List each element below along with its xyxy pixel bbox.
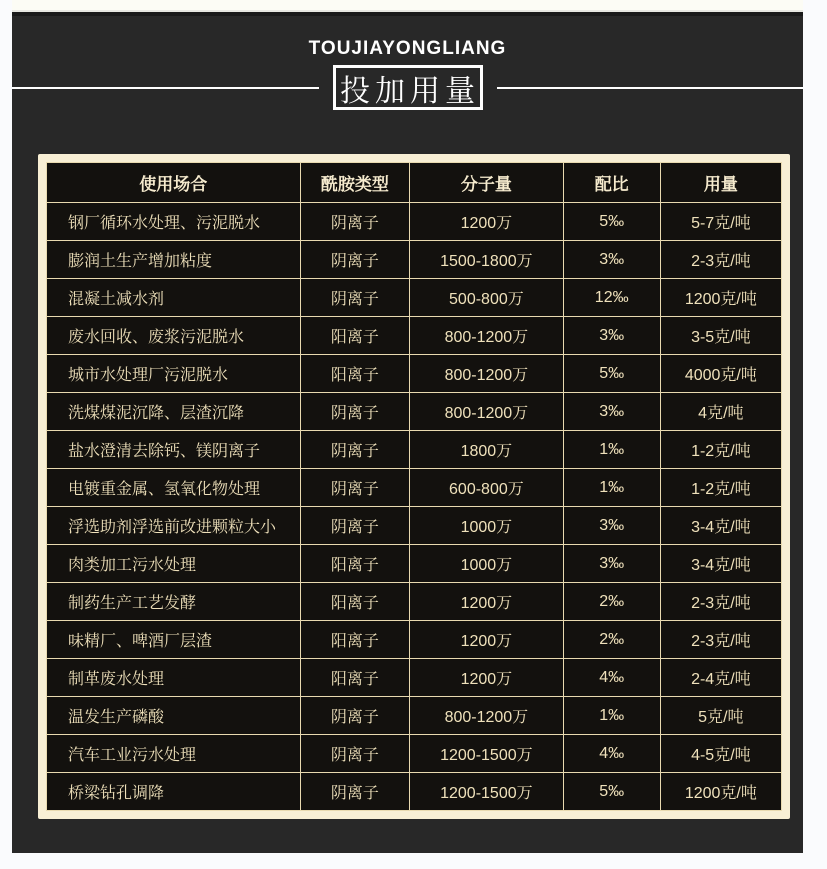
table-cell: 阴离子: [300, 507, 410, 545]
title-divider-right: [497, 87, 804, 89]
table-cell: 5‰: [563, 773, 660, 811]
table-cell: 混凝土减水剂: [47, 279, 301, 317]
table-cell: 钢厂循环水处理、污泥脱水: [47, 203, 301, 241]
table-cell: 阴离子: [300, 773, 410, 811]
table-cell: 1800万: [410, 431, 564, 469]
table-cell: 800-1200万: [410, 393, 564, 431]
table-cell: 600-800万: [410, 469, 564, 507]
table-cell: 5克/吨: [660, 697, 781, 735]
table-row: [47, 279, 782, 317]
table-cell: 阴离子: [300, 203, 410, 241]
table-cell: 2-3克/吨: [660, 583, 781, 621]
table-cell: 1200万: [410, 583, 564, 621]
content-panel: [12, 10, 803, 853]
table-cell: 温发生产磷酸: [47, 697, 301, 735]
table-cell: 1-2克/吨: [660, 431, 781, 469]
table-cell: 3‰: [563, 393, 660, 431]
table-cell: 1200-1500万: [410, 735, 564, 773]
table-cell: 1200-1500万: [410, 773, 564, 811]
table-cell: 阴离子: [300, 393, 410, 431]
table-header-row: [47, 163, 782, 203]
table-row: [47, 393, 782, 431]
table-cell: 4-5克/吨: [660, 735, 781, 773]
table-cell: 阳离子: [300, 317, 410, 355]
table-cell: 1‰: [563, 469, 660, 507]
table-cell: 味精厂、啤酒厂层渣: [47, 621, 301, 659]
table-cell: 1‰: [563, 697, 660, 735]
table-cell: 阳离子: [300, 583, 410, 621]
table-cell: 盐水澄清去除钙、镁阴离子: [47, 431, 301, 469]
table-cell: 1000万: [410, 545, 564, 583]
table-cell: 阴离子: [300, 735, 410, 773]
table-header-cell: 用量: [660, 163, 781, 203]
content-top-shadow: [12, 12, 803, 16]
table-cell: 阳离子: [300, 355, 410, 393]
table-cell: 制药生产工艺发酵: [47, 583, 301, 621]
table-cell: 制革废水处理: [47, 659, 301, 697]
table-cell: 电镀重金属、氢氧化物处理: [47, 469, 301, 507]
table-row: [47, 469, 782, 507]
table-cell: 阳离子: [300, 545, 410, 583]
table-cell: 阴离子: [300, 697, 410, 735]
table-row: [47, 241, 782, 279]
table-cell: 1200克/吨: [660, 279, 781, 317]
title-pinyin: TOUJIAYONGLIANG: [308, 38, 507, 59]
table-cell: 洗煤煤泥沉降、层渣沉降: [47, 393, 301, 431]
table-cell: 500-800万: [410, 279, 564, 317]
dosage-table: [46, 162, 782, 811]
table-cell: 阴离子: [300, 431, 410, 469]
table-cell: 1-2克/吨: [660, 469, 781, 507]
table-cell: 1200万: [410, 659, 564, 697]
table-cell: 3‰: [563, 545, 660, 583]
table-cell: 阴离子: [300, 469, 410, 507]
table-cell: 800-1200万: [410, 355, 564, 393]
table-row: [47, 735, 782, 773]
table-row: [47, 355, 782, 393]
table-cell: 3-5克/吨: [660, 317, 781, 355]
table-row: [47, 545, 782, 583]
table-row: [47, 203, 782, 241]
table-cell: 800-1200万: [410, 317, 564, 355]
table-cell: 废水回收、废浆污泥脱水: [47, 317, 301, 355]
table-cell: 5‰: [563, 355, 660, 393]
table-cell: 800-1200万: [410, 697, 564, 735]
table-cell: 膨润土生产增加粘度: [47, 241, 301, 279]
table-cell: 2-4克/吨: [660, 659, 781, 697]
table-cell: 5‰: [563, 203, 660, 241]
table-cell: 1000万: [410, 507, 564, 545]
page-title: 投加用量: [333, 65, 483, 110]
table-cell: 3-4克/吨: [660, 507, 781, 545]
table-row: [47, 773, 782, 811]
table-row: [47, 431, 782, 469]
table-cell: 城市水处理厂污泥脱水: [47, 355, 301, 393]
table-cell: 1500-1800万: [410, 241, 564, 279]
table-body: [47, 203, 782, 811]
table-row: [47, 583, 782, 621]
table-cell: 阴离子: [300, 241, 410, 279]
table-row: [47, 507, 782, 545]
table-cell: 1200万: [410, 621, 564, 659]
table-cell: 4克/吨: [660, 393, 781, 431]
table-row: [47, 697, 782, 735]
table-cell: 4‰: [563, 735, 660, 773]
title-banner: [12, 65, 803, 110]
table-cell: 阳离子: [300, 659, 410, 697]
table-cell: 肉类加工污水处理: [47, 545, 301, 583]
table-cell: 12‰: [563, 279, 660, 317]
table-header-cell: 配比: [563, 163, 660, 203]
table-cell: 2‰: [563, 621, 660, 659]
table-cell: 3‰: [563, 317, 660, 355]
table-cell: 阳离子: [300, 621, 410, 659]
table-cell: 汽车工业污水处理: [47, 735, 301, 773]
table-cell: 1‰: [563, 431, 660, 469]
table-cell: 3-4克/吨: [660, 545, 781, 583]
title-divider-left: [12, 87, 319, 89]
table-cell: 4000克/吨: [660, 355, 781, 393]
table-cell: 桥梁钻孔调降: [47, 773, 301, 811]
table-cell: 5-7克/吨: [660, 203, 781, 241]
table-cell: 3‰: [563, 241, 660, 279]
dosage-table-frame: [38, 154, 790, 819]
table-header-cell: 分子量: [410, 163, 564, 203]
table-cell: 2-3克/吨: [660, 621, 781, 659]
table-cell: 1200万: [410, 203, 564, 241]
table-cell: 浮选助剂浮选前改进颗粒大小: [47, 507, 301, 545]
table-cell: 3‰: [563, 507, 660, 545]
table-cell: 4‰: [563, 659, 660, 697]
table-cell: 阴离子: [300, 279, 410, 317]
table-cell: 2‰: [563, 583, 660, 621]
table-row: [47, 317, 782, 355]
table-header-cell: 酰胺类型: [300, 163, 410, 203]
table-row: [47, 659, 782, 697]
top-band: [12, 0, 803, 10]
table-cell: 1200克/吨: [660, 773, 781, 811]
table-row: [47, 621, 782, 659]
table-header-cell: 使用场合: [47, 163, 301, 203]
table-cell: 2-3克/吨: [660, 241, 781, 279]
